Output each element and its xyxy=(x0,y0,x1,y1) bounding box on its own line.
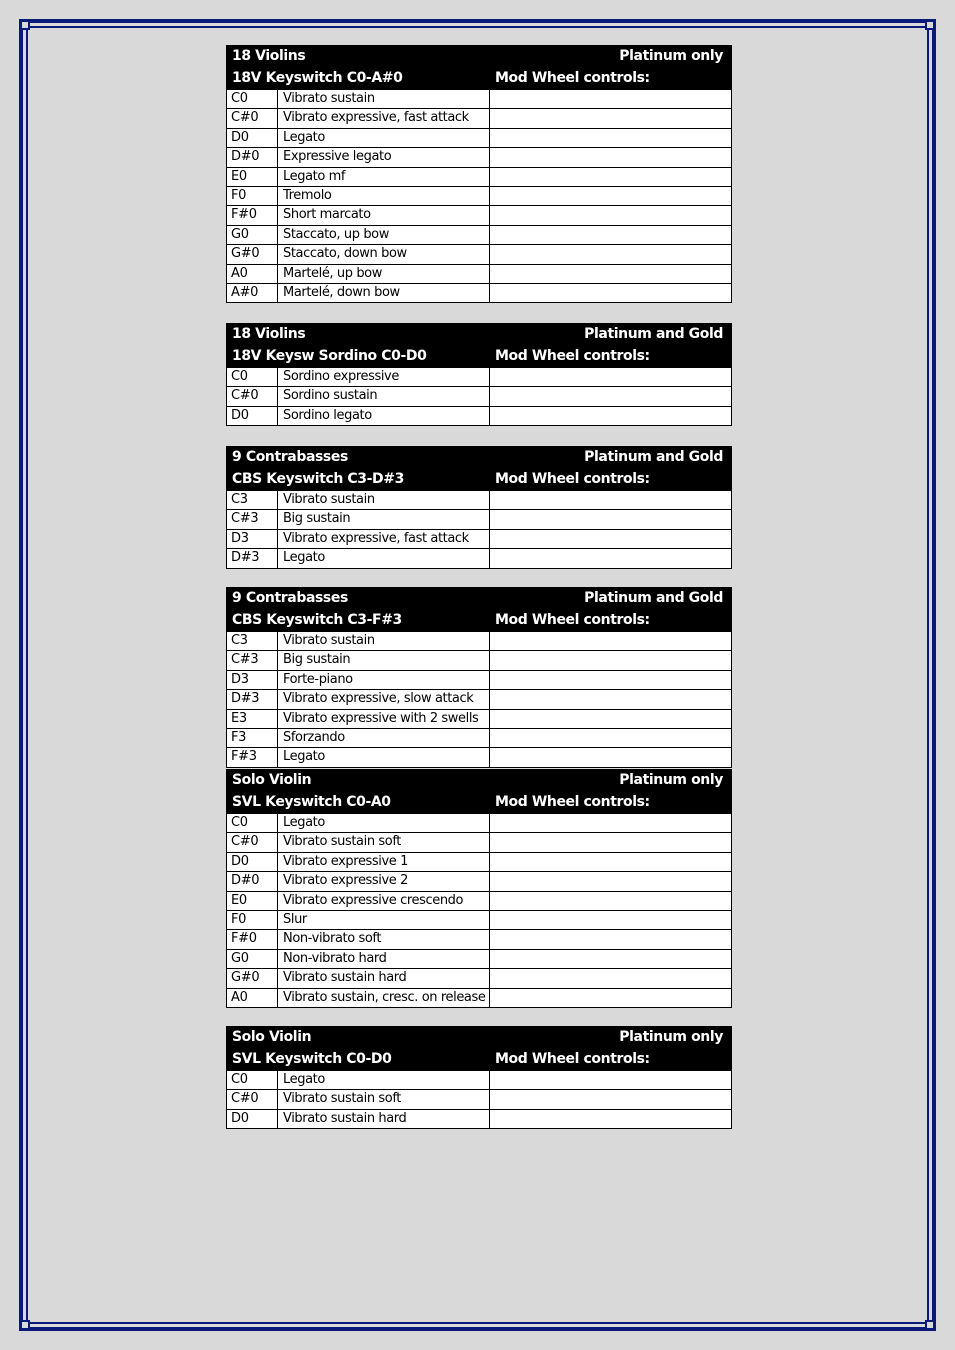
table-header xyxy=(227,1027,731,1070)
key-note-cell: C#3 xyxy=(231,511,259,527)
key-note-cell: A0 xyxy=(231,989,248,1005)
column-divider xyxy=(489,490,490,509)
column-divider xyxy=(489,670,490,689)
column-divider xyxy=(277,548,278,567)
column-divider xyxy=(489,832,490,851)
edition-badge: Platinum and Gold xyxy=(584,326,723,342)
column-divider xyxy=(489,264,490,283)
column-divider xyxy=(489,852,490,871)
key-note-cell: D#0 xyxy=(231,149,260,165)
column-divider xyxy=(277,852,278,871)
table-row xyxy=(227,167,731,186)
key-note-cell: D3 xyxy=(231,530,249,546)
table-row xyxy=(227,386,731,405)
table-row xyxy=(227,832,731,851)
key-note-cell: A0 xyxy=(231,265,248,281)
key-note-cell: C#0 xyxy=(231,110,259,126)
table-header-line xyxy=(227,610,731,632)
table-row xyxy=(227,283,731,302)
column-divider xyxy=(277,949,278,968)
articulation-cell: Staccato, down bow xyxy=(283,246,407,262)
articulation-cell: Martelé, down bow xyxy=(283,284,400,300)
column-divider xyxy=(489,367,490,386)
articulation-cell: Vibrato sustain soft xyxy=(283,834,401,850)
column-divider xyxy=(489,147,490,166)
column-divider xyxy=(489,650,490,669)
articulation-cell: Vibrato expressive with 2 swells xyxy=(283,710,479,726)
column-divider xyxy=(489,1070,490,1089)
table-row xyxy=(227,813,731,832)
keyswitch-name: SVL Keyswitch C0-D0 xyxy=(232,1050,392,1067)
table-row xyxy=(227,968,731,987)
table-row xyxy=(227,264,731,283)
articulation-cell: Legato xyxy=(283,550,325,566)
column-divider xyxy=(489,406,490,425)
table-header xyxy=(227,770,731,813)
table-header-line xyxy=(227,588,731,610)
articulation-cell: Vibrato sustain xyxy=(283,633,375,648)
instrument-title: 9 Contrabasses xyxy=(232,590,348,606)
key-note-cell: F0 xyxy=(231,187,247,203)
column-divider xyxy=(277,891,278,910)
keyswitch-name: CBS Keyswitch C3-F#3 xyxy=(232,611,402,628)
table-header xyxy=(227,447,731,490)
articulation-cell: Slur xyxy=(283,911,307,927)
table-row xyxy=(227,988,731,1007)
mod-wheel-label: Mod Wheel controls: xyxy=(495,69,650,86)
column-divider xyxy=(277,968,278,987)
keyswitch-table xyxy=(226,1026,732,1129)
mod-wheel-label: Mod Wheel controls: xyxy=(495,470,650,487)
column-divider xyxy=(489,128,490,147)
key-note-cell: E0 xyxy=(231,168,247,184)
articulation-cell: Vibrato sustain hard xyxy=(283,970,407,986)
table-row xyxy=(227,509,731,528)
key-note-cell: C#0 xyxy=(231,834,259,850)
column-divider xyxy=(489,89,490,108)
table-row xyxy=(227,186,731,205)
table-header-line xyxy=(227,324,731,346)
keyswitch-name: CBS Keyswitch C3-D#3 xyxy=(232,470,404,487)
table-row xyxy=(227,1109,731,1128)
column-divider xyxy=(489,1089,490,1108)
articulation-cell: Expressive legato xyxy=(283,149,392,165)
key-note-cell: D0 xyxy=(231,1110,249,1126)
key-note-cell: G#0 xyxy=(231,970,260,986)
column-divider xyxy=(277,186,278,205)
key-note-cell: C0 xyxy=(231,369,248,384)
column-divider xyxy=(277,283,278,302)
key-note-cell: F0 xyxy=(231,911,247,927)
column-divider xyxy=(277,128,278,147)
column-divider xyxy=(489,529,490,548)
table-row xyxy=(227,205,731,224)
table-row xyxy=(227,852,731,871)
articulation-cell: Vibrato expressive 2 xyxy=(283,873,408,889)
articulation-cell: Vibrato expressive crescendo xyxy=(283,892,464,908)
table-row xyxy=(227,631,731,650)
column-divider xyxy=(489,968,490,987)
column-divider xyxy=(277,108,278,127)
column-divider xyxy=(489,728,490,747)
articulation-cell: Legato xyxy=(283,1072,325,1087)
key-note-cell: G0 xyxy=(231,950,249,966)
column-divider xyxy=(277,689,278,708)
key-note-cell: D#3 xyxy=(231,550,260,566)
articulation-cell: Vibrato sustain hard xyxy=(283,1110,407,1126)
table-row xyxy=(227,891,731,910)
column-divider xyxy=(277,529,278,548)
column-divider xyxy=(277,929,278,948)
keyswitch-name: 18V Keyswitch C0-A#0 xyxy=(232,69,403,86)
instrument-title: 18 Violins xyxy=(232,326,306,342)
table-row xyxy=(227,871,731,890)
corner-ornament-top-left xyxy=(20,20,30,30)
articulation-cell: Vibrato sustain soft xyxy=(283,1091,401,1107)
corner-ornament-bottom-right xyxy=(925,1320,935,1330)
key-note-cell: C0 xyxy=(231,815,248,830)
key-note-cell: D3 xyxy=(231,671,249,687)
column-divider xyxy=(489,891,490,910)
column-divider xyxy=(489,813,490,832)
key-note-cell: C3 xyxy=(231,492,248,507)
articulation-cell: Short marcato xyxy=(283,207,371,223)
column-divider xyxy=(277,89,278,108)
table-row xyxy=(227,650,731,669)
column-divider xyxy=(489,747,490,766)
edition-badge: Platinum and Gold xyxy=(584,449,723,465)
table-row xyxy=(227,128,731,147)
table-row xyxy=(227,548,731,567)
table-header-line xyxy=(227,469,731,491)
column-divider xyxy=(277,167,278,186)
table-row xyxy=(227,89,731,108)
mod-wheel-label: Mod Wheel controls: xyxy=(495,611,650,628)
column-divider xyxy=(277,490,278,509)
articulation-cell: Vibrato expressive, slow attack xyxy=(283,691,474,707)
keyswitch-name: 18V Keysw Sordino C0-D0 xyxy=(232,347,427,364)
keyswitch-table xyxy=(226,446,732,569)
column-divider xyxy=(277,631,278,650)
instrument-title: 18 Violins xyxy=(232,48,306,64)
column-divider xyxy=(489,186,490,205)
articulation-cell: Sordino expressive xyxy=(283,369,399,384)
mod-wheel-label: Mod Wheel controls: xyxy=(495,793,650,810)
articulation-cell: Non-vibrato hard xyxy=(283,950,387,966)
key-note-cell: E3 xyxy=(231,710,247,726)
column-divider xyxy=(277,264,278,283)
column-divider xyxy=(489,244,490,263)
articulation-cell: Legato xyxy=(283,129,325,145)
edition-badge: Platinum only xyxy=(619,48,723,64)
table-header-line xyxy=(227,447,731,469)
key-note-cell: G#0 xyxy=(231,246,260,262)
instrument-title: 9 Contrabasses xyxy=(232,449,348,465)
column-divider xyxy=(489,509,490,528)
column-divider xyxy=(277,406,278,425)
table-row xyxy=(227,490,731,509)
table-row xyxy=(227,406,731,425)
table-row xyxy=(227,1089,731,1108)
column-divider xyxy=(277,386,278,405)
articulation-cell: Martelé, up bow xyxy=(283,265,382,281)
table-header-line xyxy=(227,68,731,90)
key-note-cell: F#0 xyxy=(231,207,257,223)
table-header xyxy=(227,588,731,631)
column-divider xyxy=(489,709,490,728)
table-row xyxy=(227,747,731,766)
table-row xyxy=(227,689,731,708)
column-divider xyxy=(277,1070,278,1089)
key-note-cell: F#3 xyxy=(231,749,257,765)
column-divider xyxy=(277,1109,278,1128)
column-divider xyxy=(489,929,490,948)
key-note-cell: C0 xyxy=(231,1072,248,1087)
column-divider xyxy=(489,949,490,968)
articulation-cell: Non-vibrato soft xyxy=(283,931,382,947)
column-divider xyxy=(277,832,278,851)
articulation-cell: Vibrato sustain xyxy=(283,492,375,507)
table-header-line xyxy=(227,770,731,792)
table-header-line xyxy=(227,1027,731,1049)
column-divider xyxy=(489,689,490,708)
articulation-cell: Staccato, up bow xyxy=(283,226,389,242)
table-header-line xyxy=(227,792,731,814)
articulation-cell: Big sustain xyxy=(283,511,351,527)
key-note-cell: D0 xyxy=(231,407,249,423)
edition-badge: Platinum and Gold xyxy=(584,590,723,606)
column-divider xyxy=(277,147,278,166)
keyswitch-table xyxy=(226,323,732,426)
column-divider xyxy=(277,650,278,669)
articulation-cell: Legato xyxy=(283,815,325,830)
column-divider xyxy=(277,225,278,244)
column-divider xyxy=(277,813,278,832)
keyswitch-table xyxy=(226,769,732,1008)
key-note-cell: D#0 xyxy=(231,873,260,889)
key-note-cell: C0 xyxy=(231,91,248,106)
edition-badge: Platinum only xyxy=(619,1029,723,1045)
column-divider xyxy=(489,225,490,244)
column-divider xyxy=(277,670,278,689)
key-note-cell: E0 xyxy=(231,892,247,908)
column-divider xyxy=(489,283,490,302)
mod-wheel-label: Mod Wheel controls: xyxy=(495,1050,650,1067)
table-header xyxy=(227,324,731,367)
table-header-line xyxy=(227,1049,731,1071)
column-divider xyxy=(277,205,278,224)
keyswitch-table xyxy=(226,45,732,303)
articulation-cell: Vibrato expressive, fast attack xyxy=(283,110,469,126)
column-divider xyxy=(277,709,278,728)
table-header-line xyxy=(227,346,731,368)
column-divider xyxy=(489,548,490,567)
articulation-cell: Vibrato expressive 1 xyxy=(283,853,408,869)
keyswitch-table xyxy=(226,587,732,768)
table-row xyxy=(227,949,731,968)
key-note-cell: G0 xyxy=(231,226,249,242)
table-row xyxy=(227,929,731,948)
column-divider xyxy=(277,728,278,747)
column-divider xyxy=(277,747,278,766)
column-divider xyxy=(489,871,490,890)
articulation-cell: Vibrato expressive, fast attack xyxy=(283,530,469,546)
table-row xyxy=(227,728,731,747)
articulation-cell: Sordino legato xyxy=(283,407,372,423)
articulation-cell: Forte-piano xyxy=(283,671,353,687)
column-divider xyxy=(489,631,490,650)
key-note-cell: D#3 xyxy=(231,691,260,707)
articulation-cell: Tremolo xyxy=(283,187,332,203)
column-divider xyxy=(489,386,490,405)
instrument-title: Solo Violin xyxy=(232,772,312,788)
column-divider xyxy=(489,205,490,224)
corner-ornament-top-right xyxy=(925,20,935,30)
key-note-cell: A#0 xyxy=(231,284,259,300)
column-divider xyxy=(277,367,278,386)
table-row xyxy=(227,147,731,166)
corner-ornament-bottom-left xyxy=(20,1320,30,1330)
column-divider xyxy=(489,910,490,929)
articulation-cell: Legato xyxy=(283,749,325,765)
instrument-title: Solo Violin xyxy=(232,1029,312,1045)
column-divider xyxy=(277,244,278,263)
table-row xyxy=(227,910,731,929)
column-divider xyxy=(277,871,278,890)
articulation-cell: Legato mf xyxy=(283,168,346,184)
column-divider xyxy=(489,167,490,186)
column-divider xyxy=(277,910,278,929)
articulation-cell: Big sustain xyxy=(283,652,351,668)
table-row xyxy=(227,1070,731,1089)
articulation-cell: Vibrato sustain xyxy=(283,91,375,106)
key-note-cell: C3 xyxy=(231,633,248,648)
table-row xyxy=(227,244,731,263)
key-note-cell: C#0 xyxy=(231,1091,259,1107)
column-divider xyxy=(277,509,278,528)
key-note-cell: C#0 xyxy=(231,388,259,404)
column-divider xyxy=(489,988,490,1007)
keyswitch-name: SVL Keyswitch C0-A0 xyxy=(232,793,391,810)
articulation-cell: Vibrato sustain, cresc. on release xyxy=(283,989,486,1005)
key-note-cell: D0 xyxy=(231,129,249,145)
table-row xyxy=(227,367,731,386)
edition-badge: Platinum only xyxy=(619,772,723,788)
table-row xyxy=(227,529,731,548)
key-note-cell: D0 xyxy=(231,853,249,869)
column-divider xyxy=(277,1089,278,1108)
column-divider xyxy=(489,1109,490,1128)
table-header-line xyxy=(227,46,731,68)
key-note-cell: F3 xyxy=(231,729,247,745)
articulation-cell: Sordino sustain xyxy=(283,388,378,404)
table-row xyxy=(227,108,731,127)
column-divider xyxy=(489,108,490,127)
articulation-cell: Sforzando xyxy=(283,729,345,745)
mod-wheel-label: Mod Wheel controls: xyxy=(495,347,650,364)
key-note-cell: F#0 xyxy=(231,931,257,947)
table-row xyxy=(227,225,731,244)
table-row xyxy=(227,709,731,728)
table-row xyxy=(227,670,731,689)
key-note-cell: C#3 xyxy=(231,652,259,668)
table-header xyxy=(227,46,731,89)
column-divider xyxy=(277,988,278,1007)
